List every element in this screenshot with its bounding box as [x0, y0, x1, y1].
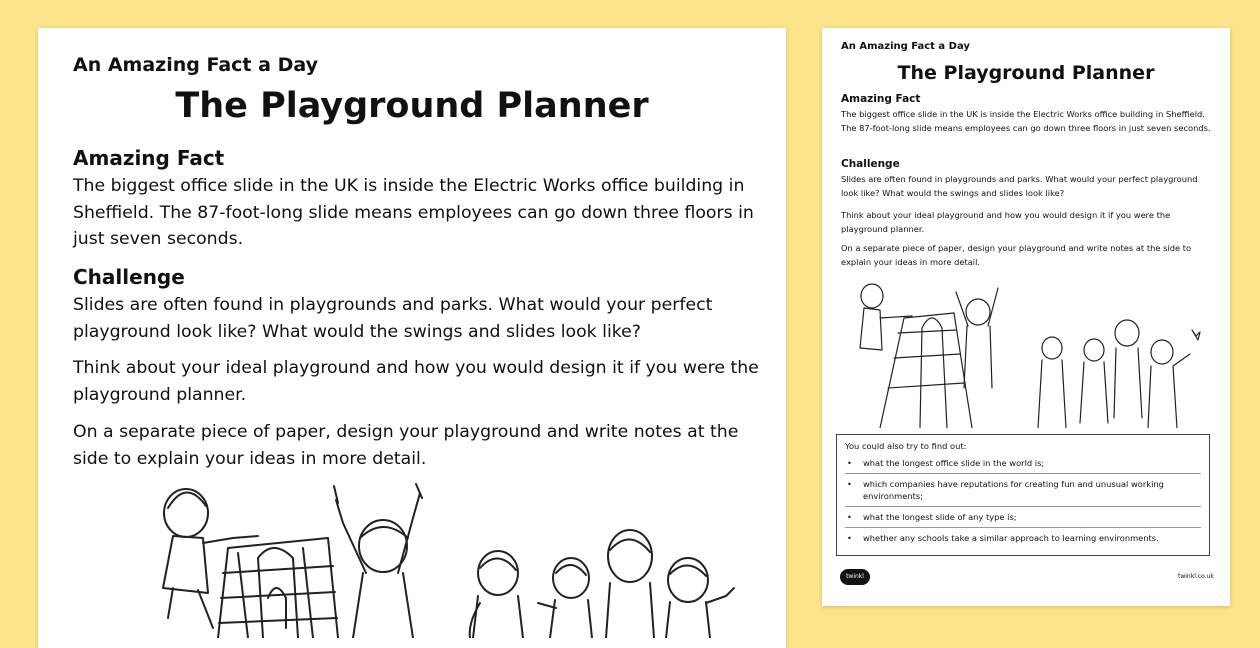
footer-url: twinkl.co.uk [1178, 573, 1214, 580]
worksheet-kicker: An Amazing Fact a Day [73, 54, 318, 76]
extension-item: • which companies have reputations for creating fun and unusual working environments; [845, 474, 1201, 507]
challenge-paragraph-3: On a separate piece of paper, design your playground and write notes at the side to explain your ideas in more detail. [73, 422, 739, 469]
amazing-fact-text: The biggest office slide in the UK is inside the Electric Works office building in Sheffield. The 87-foot-long slide means employees can go down three floors in just seven seconds. [73, 176, 754, 249]
thumbnail-fact-text: The biggest office slide in the UK is inside the Electric Works office building in Sheffield. The 87-foot-long slide means employees can go down three floors in just seven seconds. [841, 109, 1211, 133]
child-arms-up-drawing [334, 484, 422, 638]
extension-item: • what the longest office slide in the world is; [845, 453, 1201, 474]
challenge-paragraph-1: Slides are often found in playgrounds and parks. What would your perfect playground look like? What would the swings and slides look like? [73, 295, 713, 342]
thumbnail-challenge-paragraph-1: Slides are often found in playgrounds and parks. What would your perfect playground look like? What would the swings and slides look like? [841, 174, 1198, 198]
challenge-paragraph-2: Think about your ideal playground and how you would design it if you were the playground planner. [73, 358, 759, 405]
worksheet-title: The Playground Planner [175, 86, 649, 126]
amazing-fact-heading: Amazing Fact [73, 146, 225, 170]
worksheet-page-thumbnail [822, 28, 1230, 606]
children-group-drawing [470, 530, 738, 638]
extension-box [836, 434, 1210, 556]
worksheet-page-large [38, 28, 786, 648]
thumbnail-challenge-heading: Challenge [841, 158, 900, 170]
extension-lead: You could also try to find out: [845, 441, 967, 451]
thumbnail-challenge-paragraph-3: On a separate piece of paper, design your playground and write notes at the side to explain your ideas in more detail. [841, 243, 1192, 267]
thumbnail-fact-heading: Amazing Fact [841, 93, 921, 105]
thumbnail-illustration [852, 278, 1202, 428]
thumbnail-title: The Playground Planner [897, 62, 1155, 84]
extension-list [845, 453, 1201, 548]
challenge-heading: Challenge [73, 265, 185, 289]
slide-frame-drawing [218, 538, 338, 638]
thumbnail-challenge-paragraph-2: Think about your ideal playground and how you would design it if you were the playground planner. [841, 210, 1171, 234]
playground-illustration [98, 478, 738, 638]
extension-item: • what the longest slide of any type is; [845, 507, 1201, 528]
twinkl-logo: twinkl [840, 569, 870, 585]
extension-item: • whether any schools take a similar approach to learning environments. [845, 528, 1201, 548]
thumbnail-kicker: An Amazing Fact a Day [841, 41, 970, 52]
